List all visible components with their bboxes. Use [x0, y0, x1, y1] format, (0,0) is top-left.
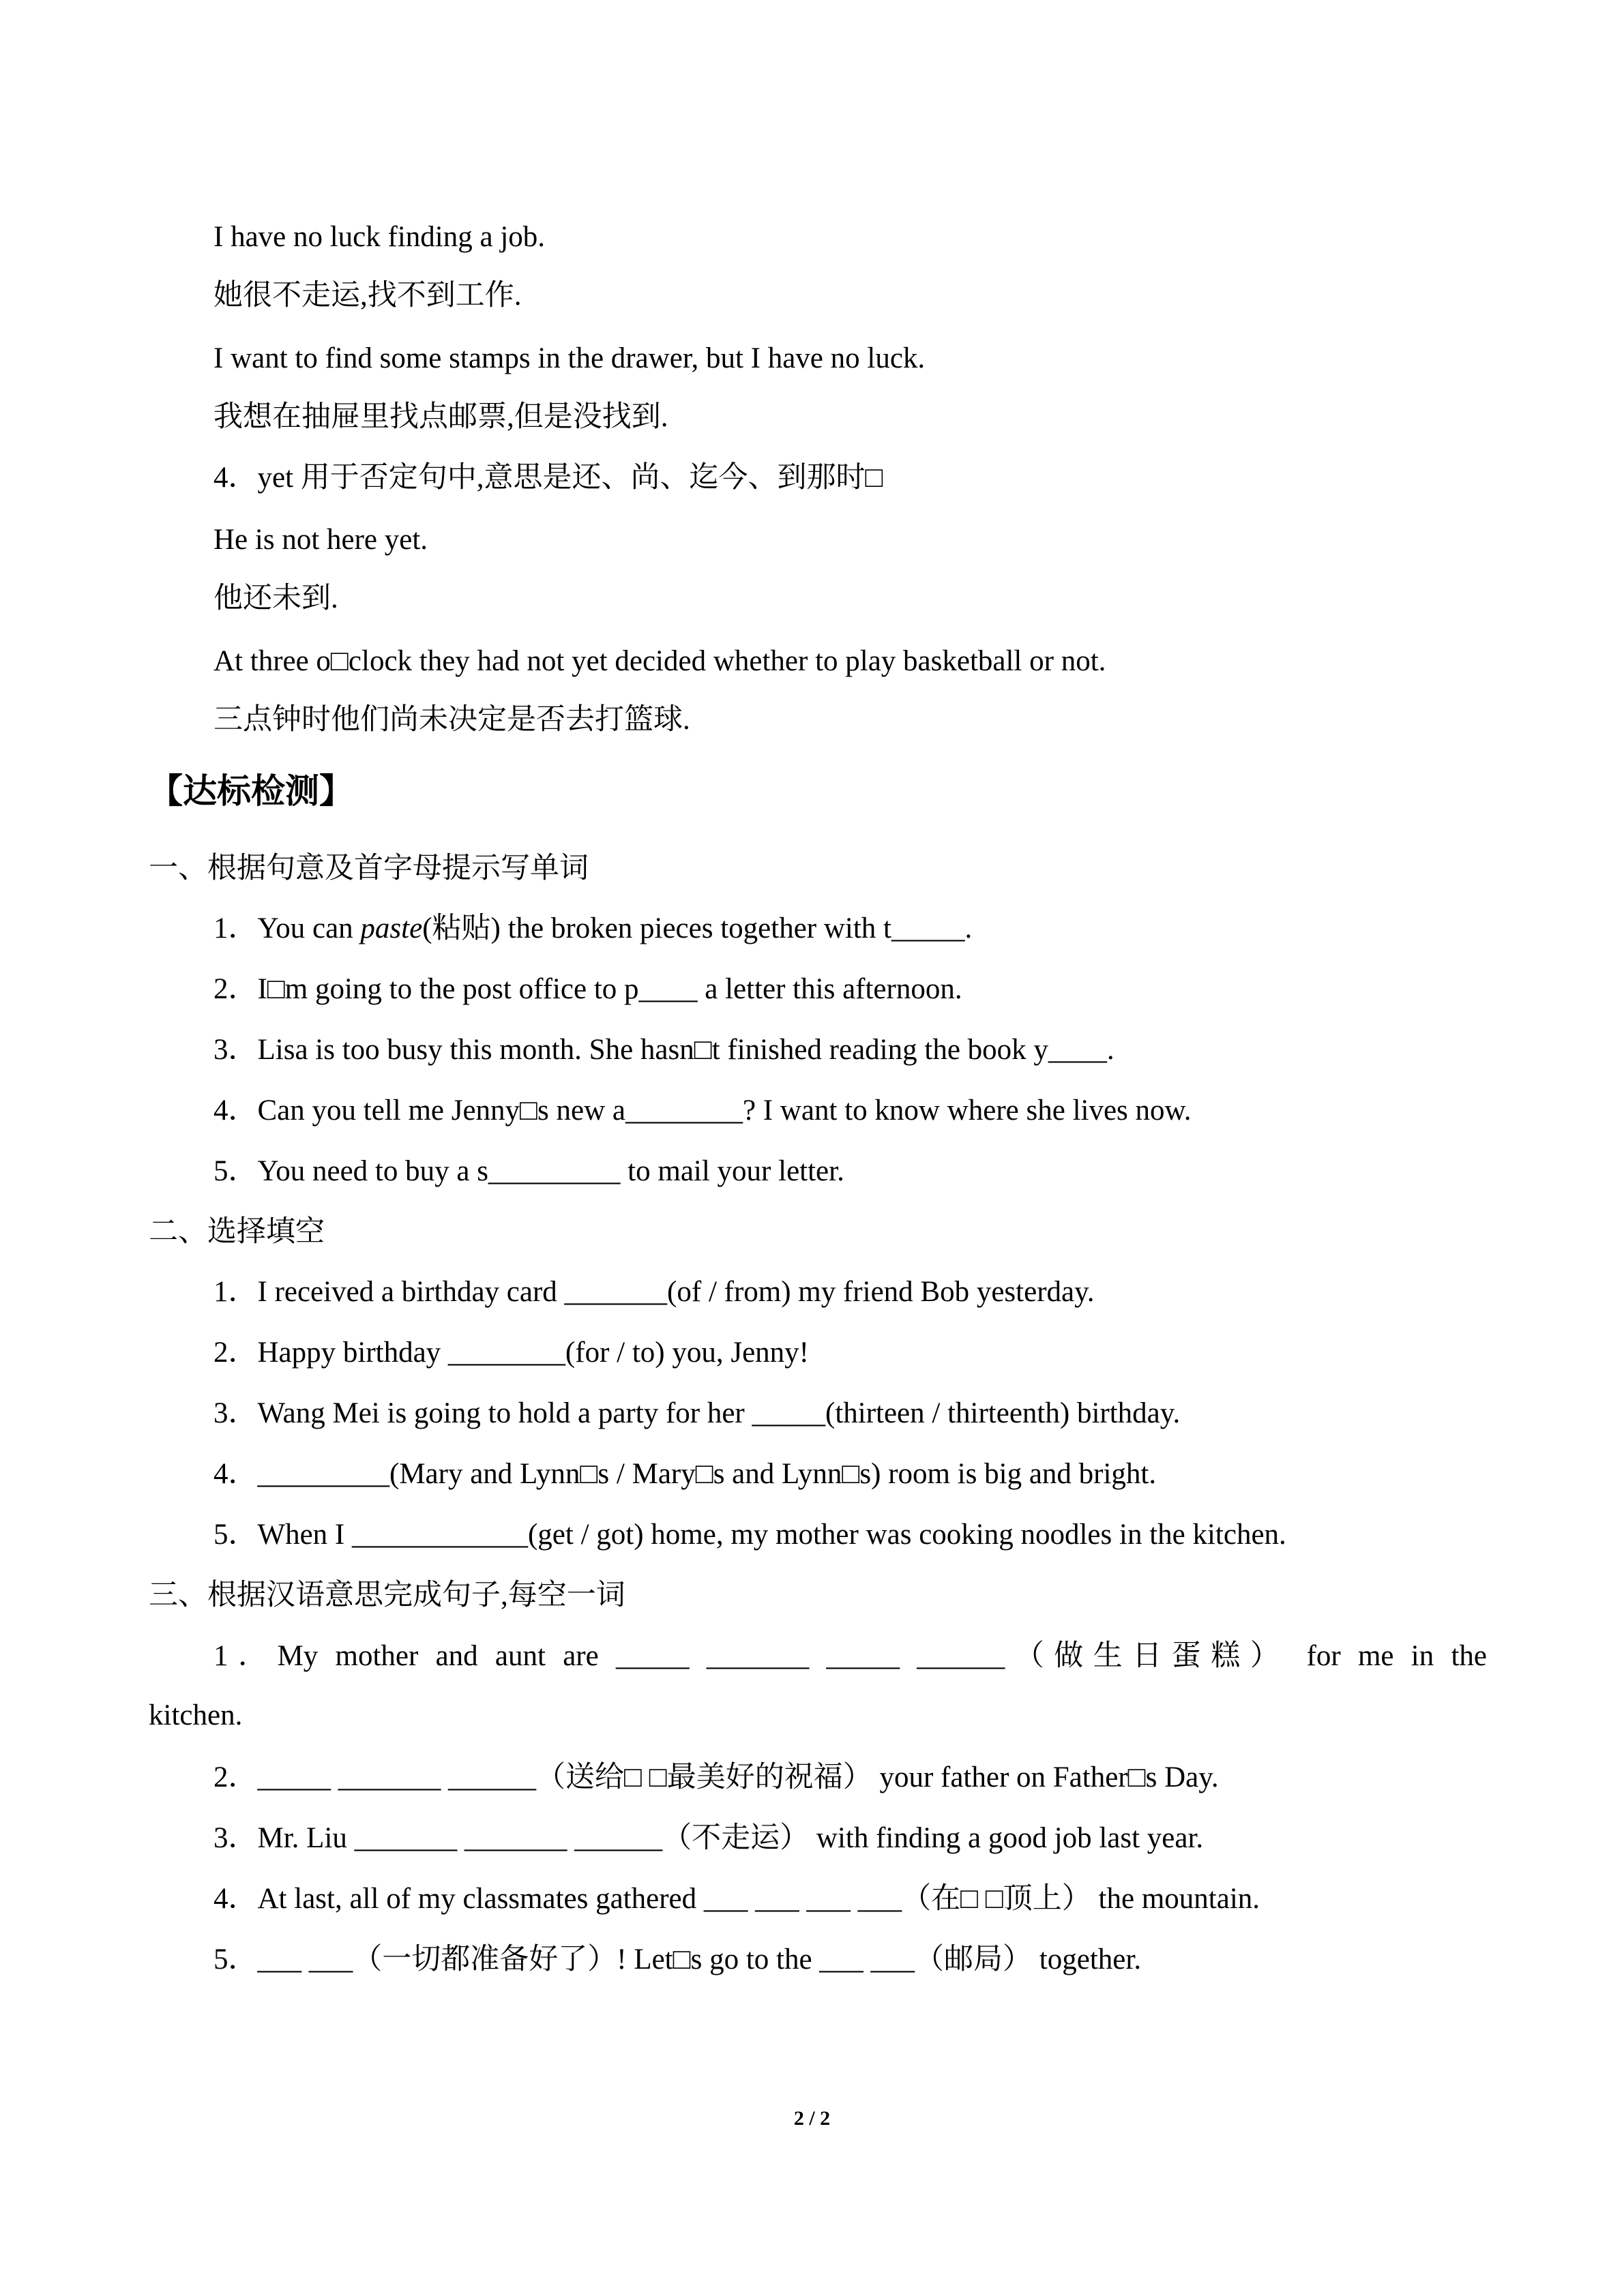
note-line-9: 三点钟时他们尚未决定是否去打篮球. [213, 704, 690, 736]
part2-title: 二、选择填空 [149, 1216, 325, 1248]
part1-item-1: 1．You can paste(粘贴) the broken pieces together with t_____. [213, 912, 973, 944]
note-line-6: He is not here yet. [213, 524, 428, 556]
note-line-5: 4．yet 用于否定句中,意思是还、尚、迄今、到那时□ [213, 462, 883, 494]
part3-title: 三、根据汉语意思完成句子,每空一词 [149, 1579, 625, 1611]
note-line-7: 他还未到. [213, 582, 338, 614]
note-line-1: I have no luck finding a job. [213, 221, 546, 253]
part1-item-2: 2．I□m going to the post office to p____ a letter this afternoon. [213, 973, 962, 1005]
part3-item-1: 1．My mother and aunt are _____ _______ _____ ______（做生日蛋糕） for me in the [213, 1640, 1487, 1672]
part2-item-5: 5．When I ____________(get / got) home, my mother was cooking noodles in the kitchen. [213, 1519, 1286, 1551]
part3-item-2: 2．_____ _______ ______（送给□ □最美好的祝福） your father on Father□s Day. [213, 1761, 1219, 1793]
part1-title: 一、根据句意及首字母提示写单词 [149, 852, 589, 884]
note-line-2: 她很不走运,找不到工作. [213, 280, 522, 312]
part2-item-3: 3．Wang Mei is going to hold a party for her _____(thirteen / thirteenth) birthday. [213, 1397, 1181, 1429]
part3-item-4: 4．At last, all of my classmates gathered ___ ___ ___ ___（在□ □顶上） the mountain. [213, 1883, 1260, 1915]
section-title: 【达标检测】 [149, 771, 353, 811]
part3-item-3: 3．Mr. Liu _______ _______ ______（不走运） with finding a good job last year. [213, 1822, 1204, 1854]
part1-item-4: 4．Can you tell me Jenny□s new a________? I want to know where she lives now. [213, 1094, 1192, 1127]
note-line-3: I want to find some stamps in the drawer, but I have no luck. [213, 342, 926, 374]
note-line-4: 我想在抽屉里找点邮票,但是没找到. [213, 401, 668, 433]
part2-item-1: 1．I received a birthday card _______(of / from) my friend Bob yesterday. [213, 1276, 1095, 1308]
page-number: 2 / 2 [793, 2107, 831, 2130]
part3-item-1-continued: kitchen. [149, 1699, 243, 1731]
part1-item-5: 5．You need to buy a s_________ to mail your letter. [213, 1155, 844, 1187]
part3-item-5: 5．___ ___（一切都准备好了）! Let□s go to the ___ ___（邮局） together. [213, 1943, 1142, 1976]
part1-item-3: 3．Lisa is too busy this month. She hasn□t finished reading the book y____. [213, 1034, 1114, 1066]
part2-item-2: 2．Happy birthday ________(for / to) you, Jenny! [213, 1337, 809, 1369]
part2-item-4: 4．_________(Mary and Lynn□s / Mary□s and Lynn□s) room is big and bright. [213, 1458, 1157, 1490]
italic-word: paste [360, 912, 423, 944]
note-line-8: At three o□clock they had not yet decided whether to play basketball or not. [213, 645, 1106, 677]
